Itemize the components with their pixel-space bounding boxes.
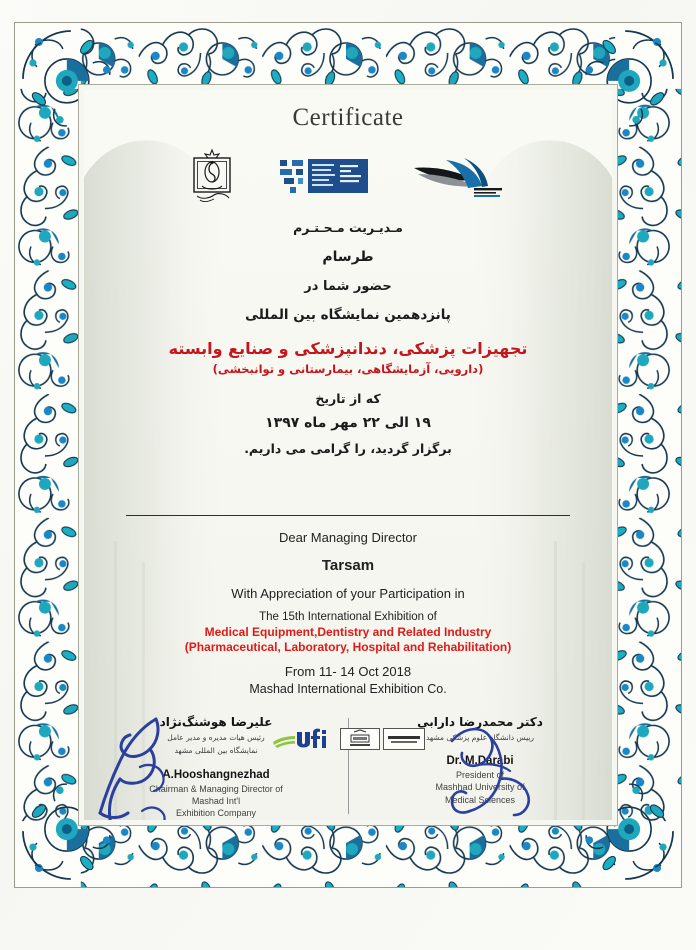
signature-english-role-line2: Mashhad University of xyxy=(435,782,525,793)
persian-recipient-name: طرسام xyxy=(322,248,374,265)
mashad-intl-exhibition-company-logo xyxy=(278,156,370,203)
section-divider xyxy=(126,515,570,516)
iaee-badge xyxy=(340,728,380,750)
persian-exhibition-title: تجهیزات پزشکی، دندانپزشکی و صنایع وابسته xyxy=(168,338,528,358)
english-organizer: Mashad International Exhibition Co. xyxy=(249,682,447,696)
signature-english-name: A.Hooshangnezhad xyxy=(162,768,270,781)
signature-persian-name: علیرضا هوشنگ‌نژاد xyxy=(159,715,273,729)
crista-farco-logo xyxy=(412,154,508,205)
signature-english-role-line1: Chairman & Managing Director of xyxy=(149,783,283,794)
mashhad-university-medical-sciences-logo xyxy=(188,148,236,211)
persian-presence-line: حضور شما در xyxy=(304,278,392,294)
certificate-title: Certificate xyxy=(292,104,404,131)
persian-exhibition-line: پانزدهمین نمایشگاه بین المللی xyxy=(245,307,451,324)
english-exhibition-title-line2: (Pharmaceutical, Laboratory, Hospital and Rehabilitation) xyxy=(184,640,512,654)
persian-closing: برگزار گردید، را گرامی می داریم. xyxy=(244,441,452,457)
persian-text-block xyxy=(84,220,612,458)
signature-persian-role-line1: رییس دانشگاه علوم پزشکی مشهد xyxy=(425,733,535,742)
footer-logo-row xyxy=(84,726,612,752)
english-greeting: Dear Managing Director xyxy=(278,530,417,545)
english-appreciation: With Appreciation of your Participation in xyxy=(231,586,465,601)
english-recipient-name: Tarsam xyxy=(321,557,375,574)
signature-english-role-line3: Medical Sciences xyxy=(444,794,516,805)
tuv-nord-badge xyxy=(383,728,425,750)
signature-english-role-line1: President of xyxy=(455,770,505,781)
certificate-content-panel xyxy=(84,90,612,820)
persian-date-lead: که از تاریخ xyxy=(315,391,381,407)
signature-persian-role-line1: رئیس هیات مدیره و مدیر عامل xyxy=(167,733,265,742)
signature-persian-name: دکتر محمدرضا دارابی xyxy=(417,715,543,729)
signature-persian-role-line2: نمایشگاه بین المللی مشهد xyxy=(174,746,258,756)
logo-row xyxy=(84,148,612,211)
persian-date: ۱۹ الی ۲۲ مهر ماه ۱۳۹۷ xyxy=(265,415,431,432)
english-exhibition-title-line1: Medical Equipment,Dentistry and Related Industry xyxy=(204,625,492,639)
english-text-block xyxy=(84,530,612,696)
english-exhibition-line: The 15th International Exhibition of xyxy=(259,611,437,623)
persian-exhibition-subtitle: (دارویی، آزمایشگاهی، بیمارستانی و توانبخشی) xyxy=(212,362,484,377)
ufi-logo xyxy=(271,726,337,752)
signature-english-role-line3: Exhibition Company xyxy=(175,807,257,818)
english-dates: From 11- 14 Oct 2018 xyxy=(284,664,412,679)
signature-english-name: Dr. M.Darabi xyxy=(446,755,514,768)
signature-english-role-line2: Mashad Int'l xyxy=(191,795,241,806)
persian-salutation: مـدیـریت مـحـتـرم xyxy=(293,220,403,235)
